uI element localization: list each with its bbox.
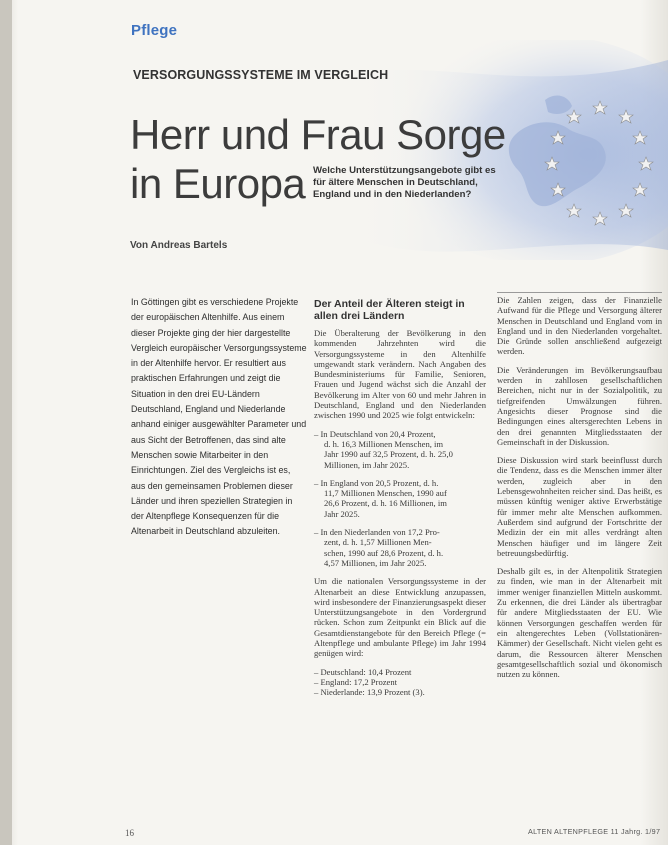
article-kicker: VERSORGUNGSSYSTEME IM VERGLEICH <box>133 68 389 82</box>
author-byline: Von Andreas Bartels <box>130 240 228 251</box>
stat-line: – In Deutschland von 20,4 Prozent, <box>314 428 436 439</box>
magazine-footer: ALTEN ALTENPFLEGE 11 Jahrg. 1/97 <box>528 827 661 836</box>
right-column <box>497 295 662 687</box>
body-paragraph: Die Überalterung der Bevölkerung in den kommenden Jahrzehnten wird die Versorgungssysteme in den Altenhilfe umgewandt stark verändern. Nach Angaben des Bundesministeriums für Familie, Senioren, Frauen und Jugend wächst sich die Anzahl der Bevölkerung im Alter von 60 und mehr Jahren in Deutschland, England und den Niederlanden zwischen 1990 und 2025 wie folgt entwickeln: <box>314 328 486 421</box>
body-paragraph: Deshalb gilt es, in der Altenpolitik Strategien zu finden, wie man in der Altenarbeit mit immer weniger finanziellen Mitteln auskommt. Zu erkennen, die drei Länder als übertragbar für andere Mitgliedsstaaten der EU. Wie können Versorgungen geschaffen werden für ein altengerechtes Leben (Vollstationären-Kämmer) der Gesellschaft. Nicht vielen geht es darum, die Ressourcen älterer Menschen gesamtgesellschaftlich sozial und ökonomisch nutzen zu können. <box>497 566 662 680</box>
middle-column <box>314 298 486 698</box>
stat-line: 26,6 Prozent, d. h. 16 Millionen, im <box>324 498 447 509</box>
stat-line: 11,7 Millionen Menschen, 1990 auf <box>324 488 447 499</box>
headline-line-1: Herr und Frau Sorge <box>130 111 506 158</box>
intro-paragraph: In Göttingen gibt es verschiedene Projekte der europäischen Altenhilfe. Aus einem dieser Projekte ging der hier dargestellte Vergleich europäischer Versorgungssysteme in der Altenhilfe hervor. Er resultiert aus praktischen Erfahrungen und zeigt die Situation in den drei EU-Ländern Deutschland, England und Niederlande anhand einiger ausgewählter Parameter und aus Sicht der Betroffenen, das sind alte Menschen sowie Mitarbeiter in den Einrichtungen. Ziel des Vergleichs ist es, aus den gemeinsamen Problemen dieser Länder und ihren speziellen Strategien in der Altenpflege Konsequenzen für die Altenarbeit in Deutschland abzuleiten. <box>131 297 307 537</box>
pflege-share-list <box>314 667 486 698</box>
section-tag: Pflege <box>131 22 178 39</box>
body-paragraph: Die Veränderungen im Bevölkerungsaufbau werden in zahllosen gesellschaftlichen Bereichen, nicht nur in der Sozialpolitik, zu tiefgreifenden Umwälzungen führen. Angesichts dieser Prognose sind die Bedingungen eines altersgerechten Lebens in den drei genannten Mitgliedsstaaten der Gemeinschaft in der Diskussion. <box>497 364 662 447</box>
list-item: – England: 17,2 Prozent <box>314 676 398 687</box>
body-paragraph: Die Zahlen zeigen, dass der Finanzielle Aufwand für die Pflege und Versorgung älterer Menschen in Deutschland und England vom in England und in den Niederlanden vorgehaltet. Die Gründe sollen anschließend aufgezeigt werden. <box>497 295 662 357</box>
list-item: – Niederlande: 13,9 Prozent (3). <box>314 687 425 698</box>
stat-line: 4,57 Millionen, im Jahr 2025. <box>324 557 427 568</box>
page-number: 16 <box>125 828 134 838</box>
column-subhead: Der Anteil der Älteren steigt in allen drei Ländern <box>314 298 465 322</box>
article-teaser: Welche Unterstützungsangebote gibt es für ältere Menschen in Deutschland, England und in den Niederlanden? <box>313 165 496 200</box>
stat-line: Jahr 2025. <box>324 508 360 519</box>
stat-germany <box>314 429 486 470</box>
body-paragraph: Diese Diskussion wird stark beeinflusst durch die Tendenz, dass es die Menschen immer älter werden, zugleich aber in den Lebensgewohnheiten reicher sind. Das heißt, es müssen künftig weniger aktive Erwerbstätige für immer mehr alte Menschen aufkommen. Außerdem sind aufgrund der Fortschritte der Medizin der ein mit alles verdrängt alten Menschen häufiger und im längere Zeit betreuungsbedürftig. <box>497 455 662 558</box>
list-item: – Deutschland: 10,4 Prozent <box>314 666 412 677</box>
stat-line: schen, 1990 auf 28,6 Prozent, d. h. <box>324 547 444 558</box>
page-binding-edge <box>0 0 12 845</box>
stat-line: – In England von 20,5 Prozent, d. h. <box>314 477 439 488</box>
stat-line: zent, d. h. 1,57 Millionen Men- <box>324 537 432 548</box>
stat-netherlands <box>314 527 486 568</box>
body-paragraph: Um die nationalen Versorgungssysteme in der Altenarbeit an diese Entwicklung anzupassen, wird insbesondere der Finanzierungsaspekt dieser Unterstützungsangebote in den Vordergrund rücken. Schon zum Zeitpunkt ein Blick auf die Gesamtdienstangebote für den Bereich Pflege (= Altenpflege und ambulante Pflege) im Jahr 1994 genügen wird: <box>314 576 486 659</box>
stat-line: d. h. 16,3 Millionen Menschen, im <box>324 438 444 449</box>
stat-line: – In den Niederlanden von 17,2 Pro- <box>314 527 440 538</box>
stat-line: Millionen, im Jahr 2025. <box>324 459 410 470</box>
headline-line-2: in Europa <box>130 160 306 207</box>
stat-england <box>314 478 486 519</box>
column-divider <box>497 292 662 293</box>
stat-line: Jahr 1990 auf 32,5 Prozent, d. h. 25,0 <box>324 449 453 460</box>
